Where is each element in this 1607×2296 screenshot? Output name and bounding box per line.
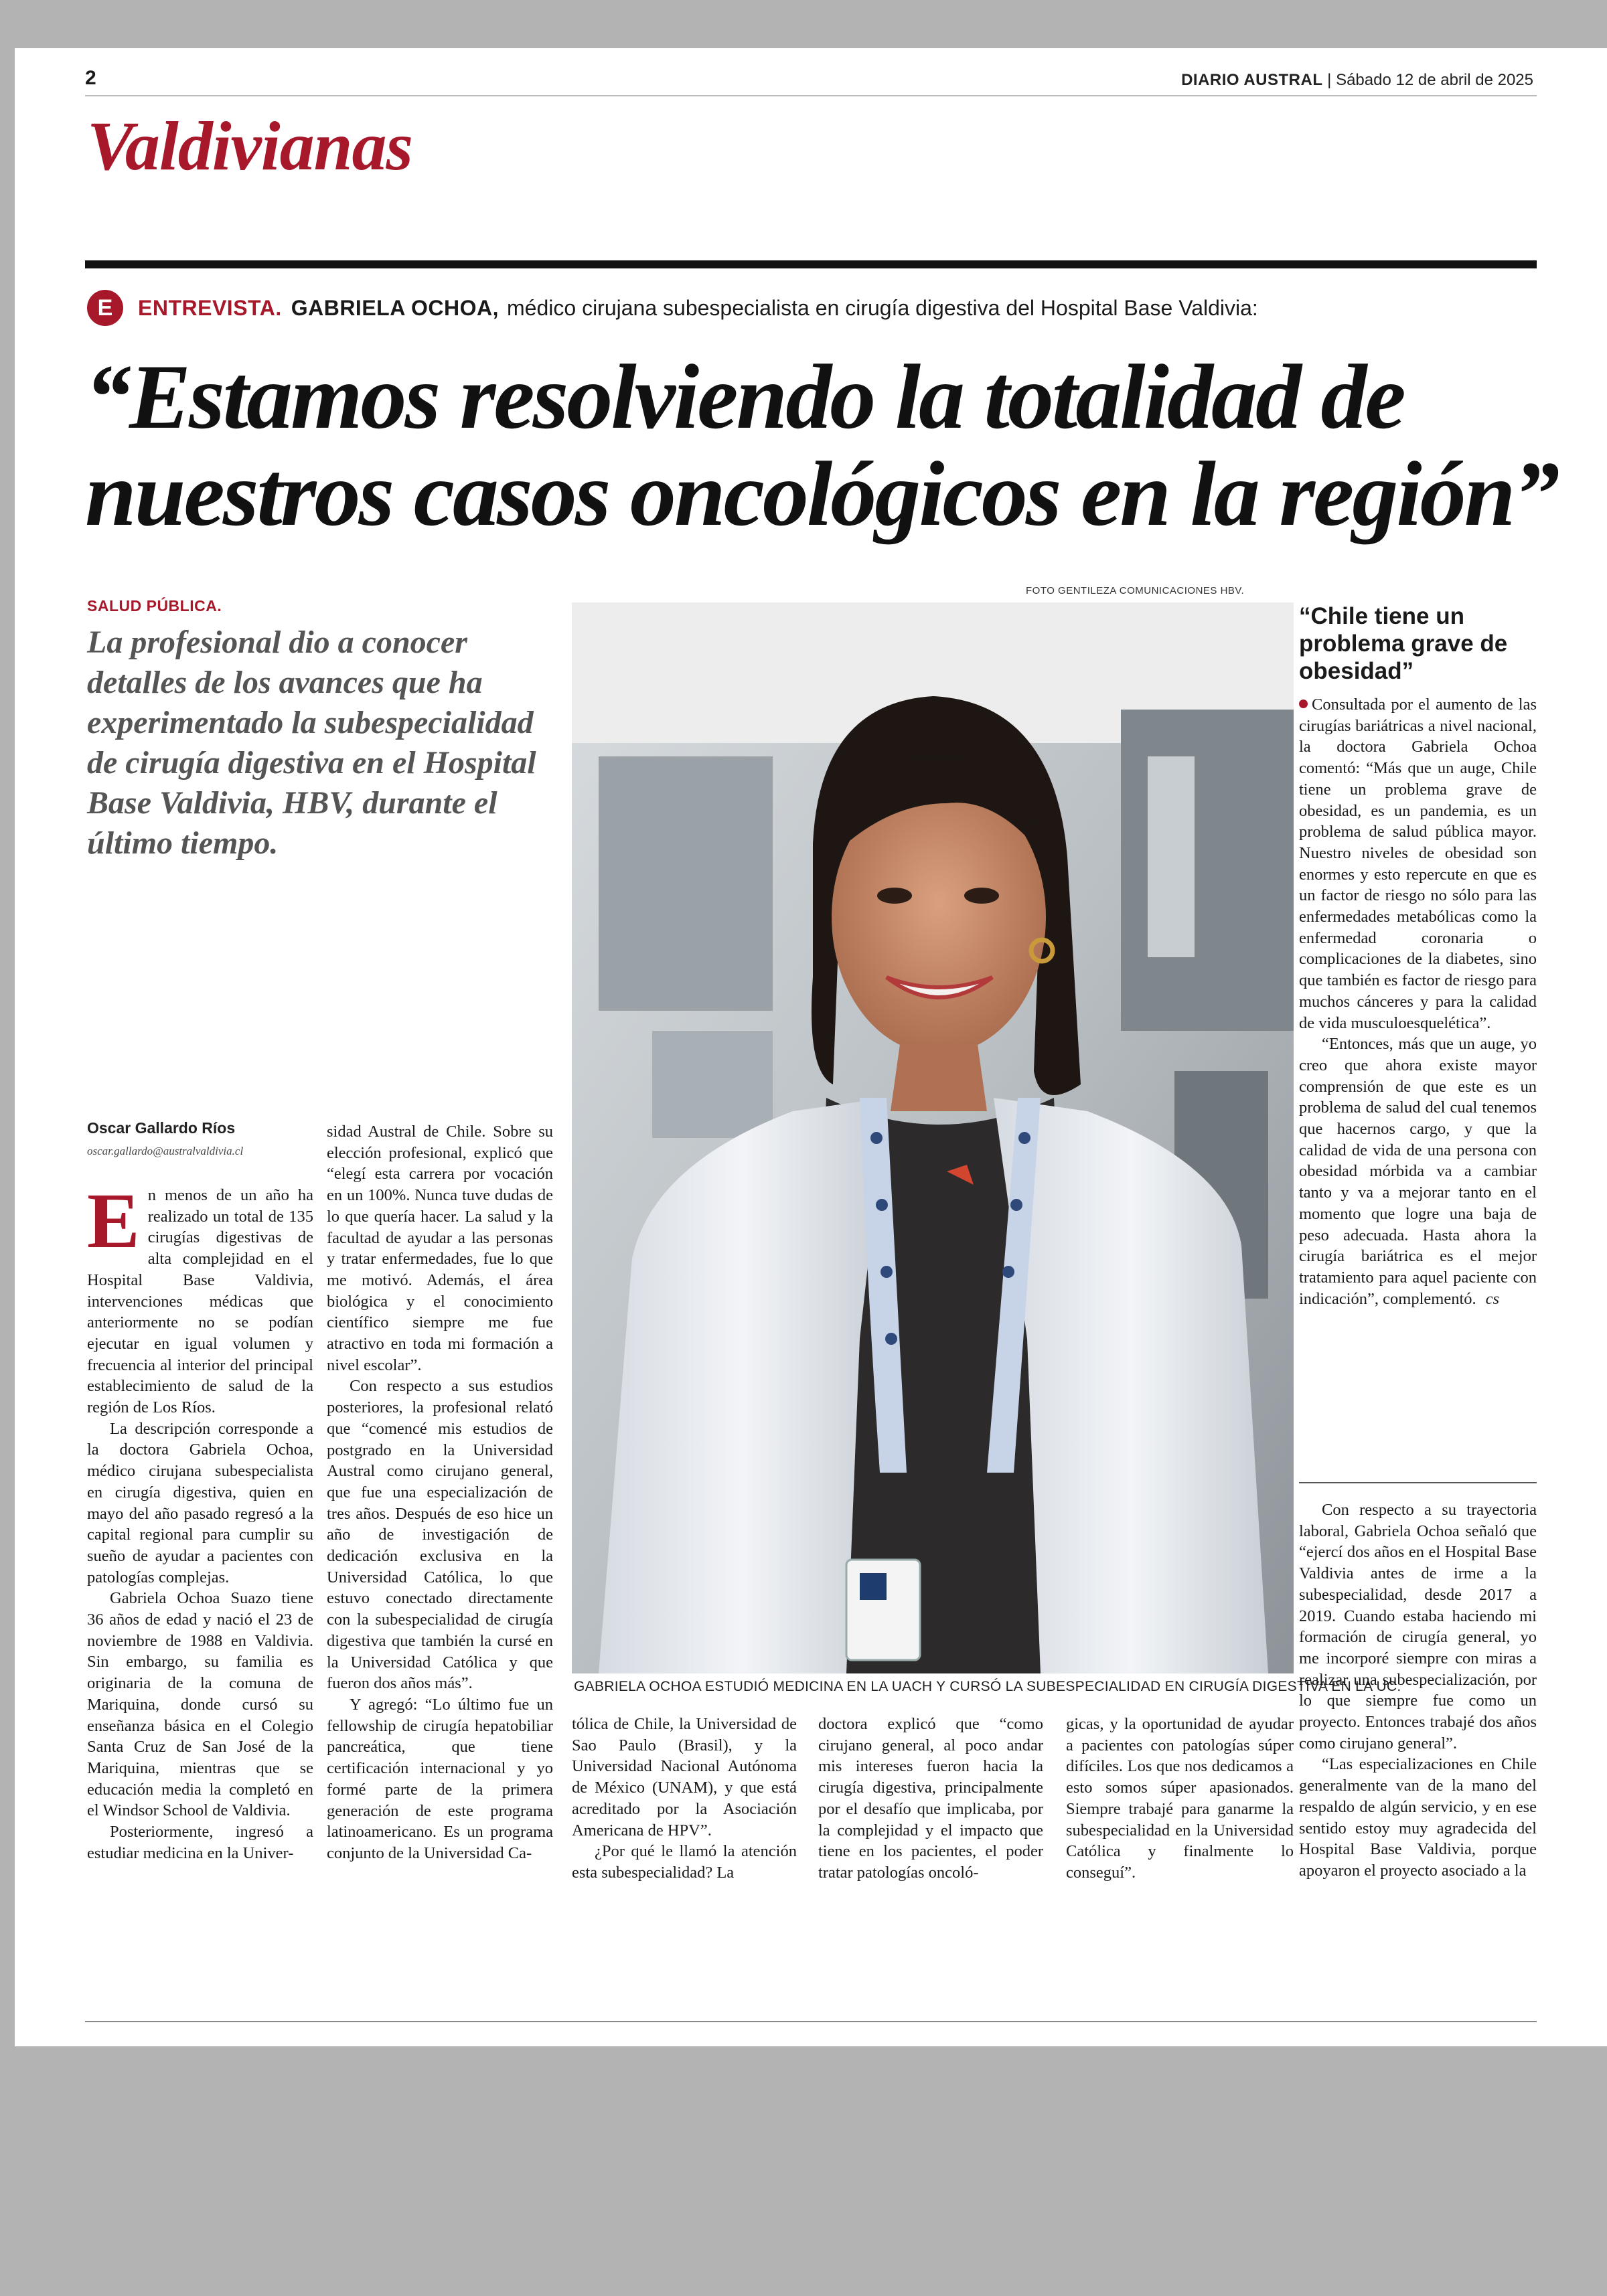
bullet-icon (1299, 700, 1308, 708)
article-column-4 (818, 1714, 1043, 1884)
article-paragraph: Posteriormente, ingresó a estudiar medicina en la Univer- (87, 1823, 313, 1862)
bottom-rule (85, 2021, 1537, 2022)
portrait-illustration (572, 602, 1294, 1673)
kicker-description: médico cirujana subespecialista en cirugía digestiva del Hospital Base Valdivia: (507, 295, 1258, 320)
sidebar-title: “Chile tiene un problema grave de obesidad” (1299, 603, 1508, 684)
byline-email[interactable]: oscar.gallardo@australvaldivia.cl (87, 1145, 244, 1157)
end-mark-icon: cs (1485, 1289, 1500, 1308)
article-paragraph: sidad Austral de Chile. Sobre su elección profesional, explicó que “elegí esta carrera por vocación en un 100%. Nunca tuve dudas de lo que quería hacer. La salud y la facultad de ayudar a las personas y tratar enfermedades, fue lo que me motivó. Además, el área biológica y el conocimiento científico siempre me fue atractivo en toda mi formación a nivel escolar”. (327, 1123, 553, 1374)
rubric: SALUD PÚBLICA. (87, 597, 222, 614)
article-paragraph: Con respecto a sus estudios posteriores, la profesional relató que “comencé mis estudios de postgrado en la Universidad Austral como cirujano general, que fue una especialización de tres años. Después de eso hice un año de investigación de dedicación exclusiva en la Universidad Católica, lo que estuvo conectado directamente con la subespecialidad de cirugía digestiva que también la cursé en la Universidad Católica y que fueron dos años más”. (327, 1377, 553, 1693)
article-column-6 (1299, 1499, 1537, 1882)
headline: “Estamos resolviendo la totalidad de nuestros casos oncológicos en la región” (85, 345, 1558, 545)
article-column-3 (572, 1714, 797, 1884)
sidebar-paragraph: Consultada por el aumento de las cirugías bariátricas a nivel nacional, la doctora Gabriela Ochoa comentó: “Más que un auge, Chile tiene un problema grave de obesidad, es un pandemia, es un problema de salud pública mayor. Nuestro niveles de obesidad son enormes y esto repercute en que es un factor de riesgo no sólo para las enfermedades metabólicas como la enfermedad coronaria o complicaciones de la diabetes, sino que también es factor de riesgo para muchos cánceres y para la calidad de vida musculoesquelética”. (1299, 695, 1537, 1032)
section-title: Valdivianas (87, 108, 412, 185)
top-rule (85, 95, 1537, 96)
article-paragraph: Con respecto a su trayectoria laboral, Gabriela Ochoa señaló que “ejercí dos años en el Hospital Base Valdivia antes de irme a la subespecialidad, desde 2017 a 2019. Cuando estaba haciendo mi formación de cirugía general, yo me incorporé siempre con miras a realizar una subespecialización, por lo que siempre fue como un proyecto. Entonces trabajé dos años como cirujano general”. (1299, 1501, 1537, 1752)
byline-author: Oscar Gallardo Ríos (87, 1119, 236, 1137)
portrait-photo (572, 602, 1294, 1673)
newspaper-page (15, 48, 1607, 2046)
article-paragraph: “Las especializaciones en Chile generalmente van de la mano del respaldo de algún servicio, y en ese sentido estoy muy agradecida del Hospital Base Valdivia, porque apoyaron el proyecto asociado a la (1299, 1755, 1537, 1880)
deck: La profesional dio a conocer detalles de los avances que ha experimentado la subespecialidad de cirugía digestiva en el Hospital Base Valdivia, HBV, durante el último tiempo. (87, 625, 536, 861)
article-paragraph: tólica de Chile, la Universidad de Sao Paulo (Brasil), y la Universidad Nacional Autónoma de México (UNAM), y que está acreditado por la Asociación Americana de HPV”. (572, 1715, 797, 1839)
article-paragraph: ¿Por qué le llamó la atención esta subespecialidad? La (572, 1842, 797, 1882)
drop-cap: E (87, 1177, 140, 1264)
article-paragraph: Y agregó: “Lo último fue un fellowship de cirugía hepatobiliar pancreática, que tiene certificación internacional y yo formé parte de la primera generación de este programa latinoamericano. Es un programa conjunto de la Universidad Ca- (327, 1695, 553, 1862)
article-paragraph: La descripción corresponde a la doctora Gabriela Ochoa, médico cirujana subespecialista en cirugía digestiva, quien en mayo del año pasado regresó a la capital regional para cumplir su sueño de ayudar a pacientes con patologías complejas. (87, 1419, 313, 1586)
article-column-2 (327, 1121, 553, 1864)
kicker-name: GABRIELA OCHOA, (291, 295, 500, 320)
article-paragraph: gicas, y la oportunidad de ayudar a pacientes con patologías súper difíciles. Los que nos dedicamos a esto somos súper apasionados. Siempre trabajé para ganarme la subespecialidad en la Universidad Católica y finalmente lo conseguí”. (1066, 1715, 1294, 1882)
interview-badge-icon: E (87, 290, 123, 326)
photo-caption: GABRIELA OCHOA ESTUDIÓ MEDICINA EN LA UACH Y CURSÓ LA SUBESPECIALIDAD EN CIRUGÍA DIGESTIVA EN LA UC. (574, 1679, 1401, 1694)
photo-credit: FOTO GENTILEZA COMUNICACIONES HBV. (1026, 585, 1245, 596)
article-paragraph: doctora explicó que “como cirujano general, al poco andar mis intereses fueron hacia la cirugía digestiva, principalmente por el desafío que implicaba, por la complejidad y el impacto que tiene en los pacientes, el poder tratar patologías oncoló- (818, 1715, 1043, 1882)
article-column-1 (87, 1177, 313, 1864)
article-paragraph: Gabriela Ochoa Suazo tiene 36 años de edad y nació el 23 de noviembre de 1988 en Valdivia. Sin embargo, su familia es originaria de la comuna de Mariquina, donde cursó su enseñanza básica en el Colegio Santa Cruz de San José de la Mariquina, mientras que se educación media la completó en el Windsor School de Valdivia. (87, 1589, 313, 1820)
article-column-5 (1066, 1714, 1294, 1884)
issue-date: | Sábado 12 de abril de 2025 (1327, 71, 1533, 89)
article-paragraph: En menos de un año ha realizado un total de 135 cirugías digestivas de alta complejidad en el Hospital Base Valdivia, intervenciones médicas que anteriormente no se podían ejecutar en igual volumen y frecuencia al interior del principal establecimiento de salud de la región de Los Ríos. (87, 1177, 313, 1417)
masthead (1181, 71, 1533, 90)
section-rule (85, 260, 1537, 268)
newspaper-name: DIARIO AUSTRAL (1181, 71, 1323, 89)
page-number: 2 (85, 67, 96, 89)
sidebar-rule (1299, 1482, 1537, 1483)
kicker-label: ENTREVISTA. (138, 295, 282, 320)
sidebar-paragraph: “Entonces, más que un auge, yo creo que ahora existe mayor comprensión de que este es un problema de salud del cual tenemos que hacernos cargo, y que la calidad de vida de una persona con obesidad mórbida va a cambiar tanto y va a mejorar tanto en el momento que logre una baja de peso adecuada. Hasta ahora la cirugía bariátrica es el mejor tratamiento para aquel paciente con indicación”, complementó. cs (1299, 1035, 1537, 1308)
kicker (87, 288, 1258, 328)
sidebar-body (1299, 694, 1537, 1309)
